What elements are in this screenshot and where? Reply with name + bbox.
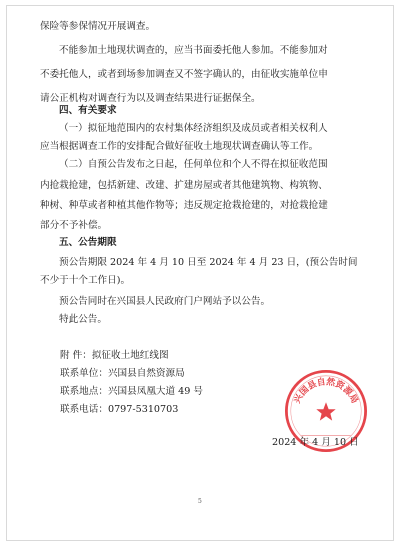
section-heading-requirements: 四、有关要求 bbox=[59, 105, 117, 116]
contact-unit-value: 兴国县自然资源局 bbox=[107, 368, 185, 379]
attachment-label: 附 件： bbox=[60, 350, 92, 361]
text-line-9: 内抢栽抢建，包括新建、改建、扩建房屋或者其他建筑物、构筑物、 bbox=[40, 180, 328, 191]
text-line-11: 部分不予补偿。 bbox=[40, 220, 108, 231]
attachment-value: 拟征收土地红线图 bbox=[91, 350, 169, 361]
contact-address-value: 兴国县凤凰大道 49 号 bbox=[107, 386, 204, 397]
section-heading-period: 五、公告期限 bbox=[59, 237, 117, 248]
page-number: 5 bbox=[198, 498, 202, 505]
contact-address-label: 联系地点： bbox=[60, 386, 108, 397]
text-line-14: 不少于十个工作日)。 bbox=[40, 275, 131, 286]
text-line-4: 请公正机构对调查行为以及调查结果进行证据保全。 bbox=[40, 93, 261, 104]
signature-date: 2024 年 4 月 10 日 bbox=[272, 437, 359, 448]
contact-address-row bbox=[60, 382, 203, 401]
text-line-8: （二）自预公告发布之日起，任何单位和个人不得在拟征收范围 bbox=[59, 159, 328, 170]
seal-text: 兴国县自然资源局 bbox=[292, 377, 360, 406]
text-line-2: 不能参加土地现状调查的，应当书面委托他人参加。不能参加对 bbox=[59, 45, 328, 56]
text-line-1: 保险等参保情况开展调查。 bbox=[40, 21, 156, 32]
contact-phone-label: 联系电话： bbox=[60, 404, 108, 415]
text-line-10: 种树、种草或者种植其他作物等；违反规定抢栽抢建的，对抢栽抢建 bbox=[40, 200, 328, 211]
text-line-6: （一）拟征地范围内的农村集体经济组织及成员或者相关权利人 bbox=[59, 123, 328, 134]
text-line-16: 特此公告。 bbox=[59, 314, 107, 325]
text-line-3: 不委托他人，或者到场参加调查又不签字确认的，由征收实施单位申 bbox=[40, 69, 328, 80]
text-line-15: 预公告同时在兴国县人民政府门户网站予以公告。 bbox=[59, 296, 271, 307]
contact-unit-label: 联系单位： bbox=[60, 368, 108, 379]
text-line-13: 预公告期限 2024 年 4 月 10 日至 2024 年 4 月 23 日，(预公告时间 bbox=[59, 257, 358, 268]
contact-phone-value: 0797-5310703 bbox=[107, 404, 179, 415]
seal-star-icon bbox=[316, 402, 335, 420]
contact-phone-row bbox=[60, 400, 178, 419]
text-line-7: 应当根据调查工作的安排配合做好征收土地现状调查确认等工作。 bbox=[40, 141, 319, 152]
contact-unit-row bbox=[60, 364, 185, 383]
attachment-row bbox=[60, 346, 169, 365]
